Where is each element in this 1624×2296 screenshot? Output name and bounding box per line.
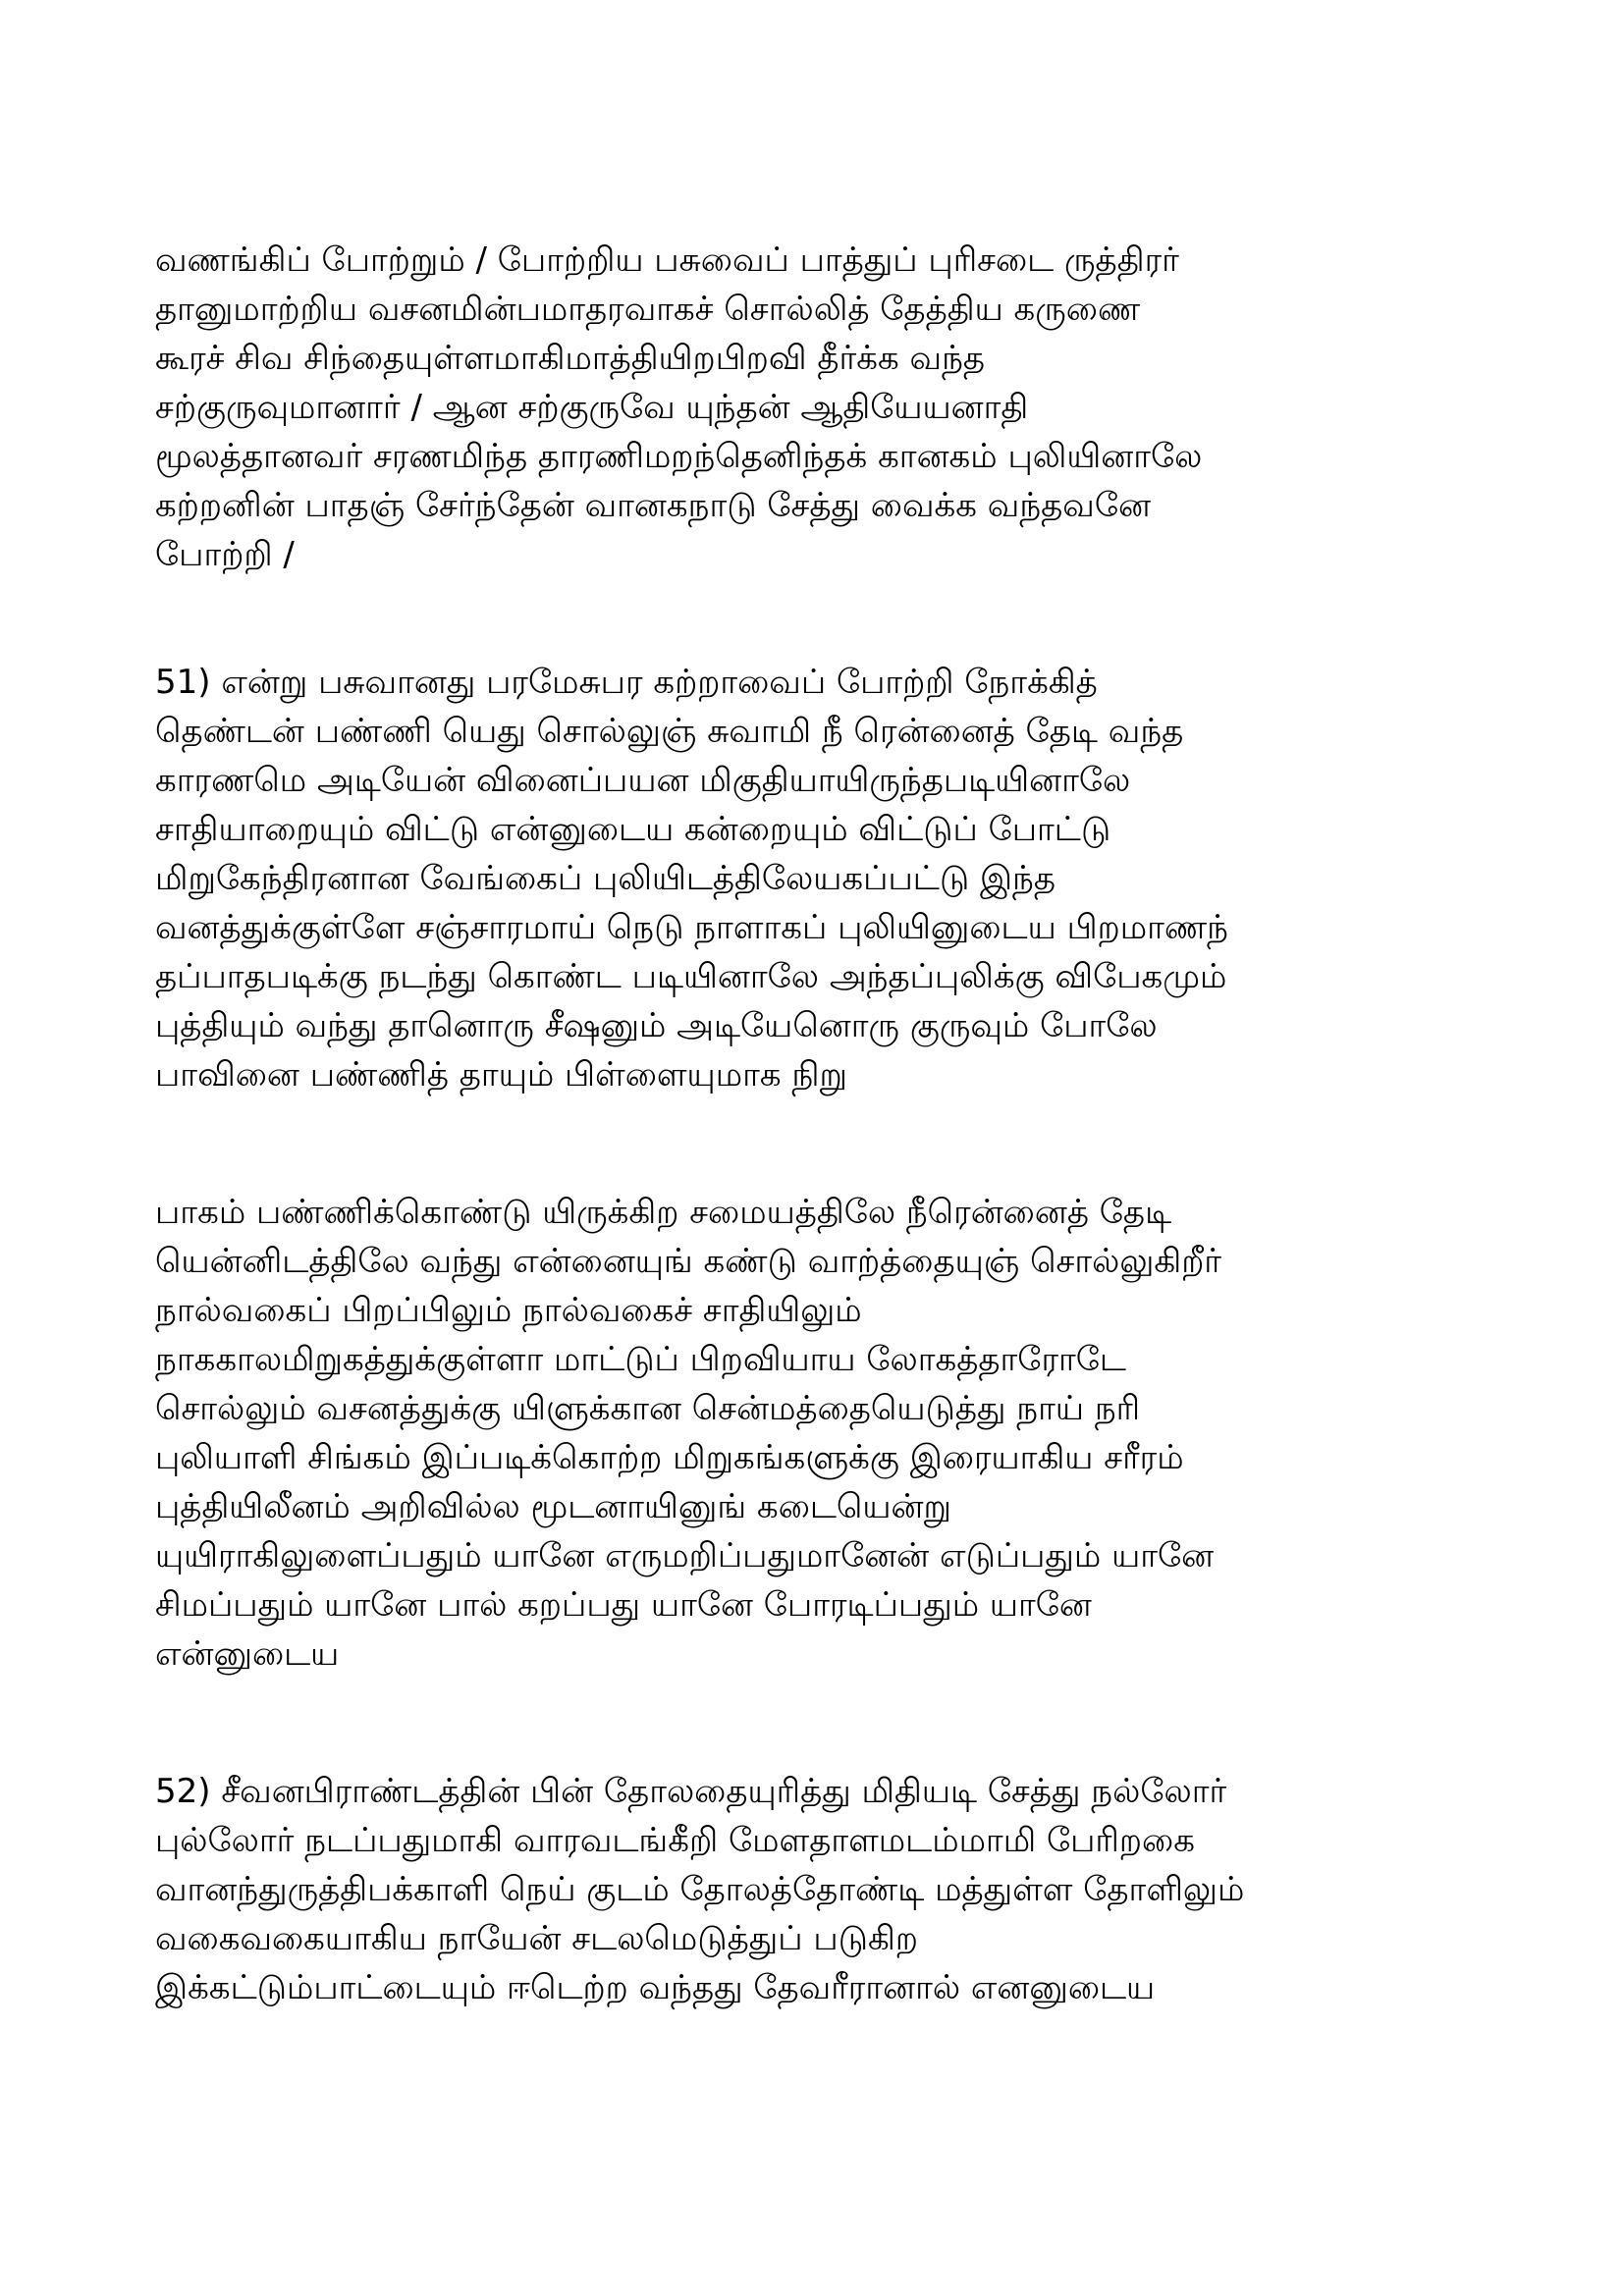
text-line: சிமப்பதும் யானே பால் கறப்பது யானே போரடிப்பதும் யானே (155, 1585, 1092, 1625)
text-line: காரணமெ அடியேன் வினைப்பயன மிகுதியாயிருந்தபடியினாலே (155, 761, 1131, 800)
text-line: நால்வகைப் பிறப்பிலும் நால்வகைச் சாதியிலும் (155, 1291, 862, 1330)
text-line: மிறுகேந்திரனான வேங்கைப் புலியிடத்திலேயகப்பட்டு இந்த (155, 859, 1056, 898)
text-line: நாககாலமிறுகத்துக்குள்ளா மாட்டுப் பிறவியாய லோகத்தாரோடே (155, 1340, 1126, 1379)
paragraph-51 (155, 658, 1530, 1099)
text-line: சற்குருவுமானார் / ஆன சற்குருவே யுந்தன் ஆதியேயனாதி (155, 388, 1029, 427)
text-line: பாவினை பண்ணித் தாயும் பிள்ளையுமாக நிறு (155, 1055, 847, 1095)
text-line: தப்பாதபடிக்கு நடந்து கொண்ட படியினாலே அந்தப்புலிக்கு விபேகமும் (155, 957, 1227, 996)
paragraph-52 (155, 1767, 1530, 2012)
text-line: வானந்துருத்திபக்காளி நெய் குடம் தோலத்தோண்டி மத்துள்ள தோளிலும் (155, 1870, 1245, 1909)
text-line: சொல்லும் வசனத்துக்கு யிளுக்கான சென்மத்தையெடுத்து நாய் நரி (155, 1389, 1141, 1428)
text-line: மூலத்தானவர் சரணமிந்த தாரணிமறந்தெனிந்தக் கானகம் புலியினாலே (155, 437, 1203, 476)
text-line: வணங்கிப் போற்றும் / போற்றிய பசுவைப் பாத்துப் புரிசடை ருத்திரர் (155, 240, 1179, 280)
text-line: 51) என்று பசுவானது பரமேசுபர கற்றாவைப் போற்றி நோக்கித் (155, 663, 1098, 702)
text-line: புத்தியும் வந்து தானொரு சீஷனும் அடியேனொரு குருவும் போலே (155, 1006, 1158, 1045)
text-line: யுயிராகிலுளைப்பதும் யானே எருமறிப்பதுமானேன் எடுப்பதும் யானே (155, 1536, 1215, 1575)
paragraph-1 (155, 236, 1530, 579)
text-line: என்னுடைய (155, 1634, 340, 1674)
text-line: இக்கட்டும்பாட்டையும் ஈடெற்ற வந்தது தேவரீரானால் எனனுடைய (155, 1968, 1156, 2007)
paragraph-continuation (155, 1188, 1530, 1679)
text-line: போற்றி / (155, 535, 295, 574)
text-line: வனத்துக்குள்ளே சஞ்சாரமாய் நெடு நாளாகப் புலியினுடைய பிறமாணந் (155, 908, 1228, 947)
text-line: புத்தியிலீனம் அறிவில்ல மூடனாயினுங் கடையென்று (155, 1487, 951, 1526)
text-line: யென்னிடத்திலே வந்து என்னையுங் கண்டு வாற்த்தையுஞ் சொல்லுகிறீர் (155, 1242, 1222, 1281)
text-line: சாதியாறையும் விட்டு என்னுடைய கன்றையும் விட்டுப் போட்டு (155, 810, 1111, 849)
text-line: புல்லோர் நடப்பதுமாகி வாரவடங்கீறி மேளதாளமடம்மாமி பேரிறகை (155, 1821, 1195, 1860)
text-line: கூரச் சிவ சிந்தையுள்ளமாகிமாத்தியிறபிறவி தீர்க்க வந்த (155, 339, 986, 378)
text-line: தெண்டன் பண்ணி யெது சொல்லுஞ் சுவாமி நீ ரென்னைத் தேடி வந்த (155, 712, 1184, 751)
text-line: வகைவகையாகிய நாயேன் சடலமெடுத்துப் படுகிற (155, 1919, 918, 1958)
text-line: பாகம் பண்ணிக்கொண்டு யிருக்கிற சமையத்திலே நீரென்னைத் தேடி (155, 1193, 1172, 1232)
text-line: 52) சீவனபிராண்டத்தின் பின் தோலதையுரித்து மிதியடி சேத்து நல்லோர் (155, 1772, 1227, 1811)
text-line: தானுமாற்றிய வசனமின்பமாதரவாகச் சொல்லித் தேத்திய கருணை (155, 290, 1141, 329)
text-line: புலியாளி சிங்கம் இப்படிக்கொற்ற மிறுகங்களுக்கு இரையாகிய சரீரம் (155, 1438, 1184, 1477)
text-line: கற்றனின் பாதஞ் சேர்ந்தேன் வானகநாடு சேத்து வைக்க வந்தவனே (155, 486, 1151, 525)
